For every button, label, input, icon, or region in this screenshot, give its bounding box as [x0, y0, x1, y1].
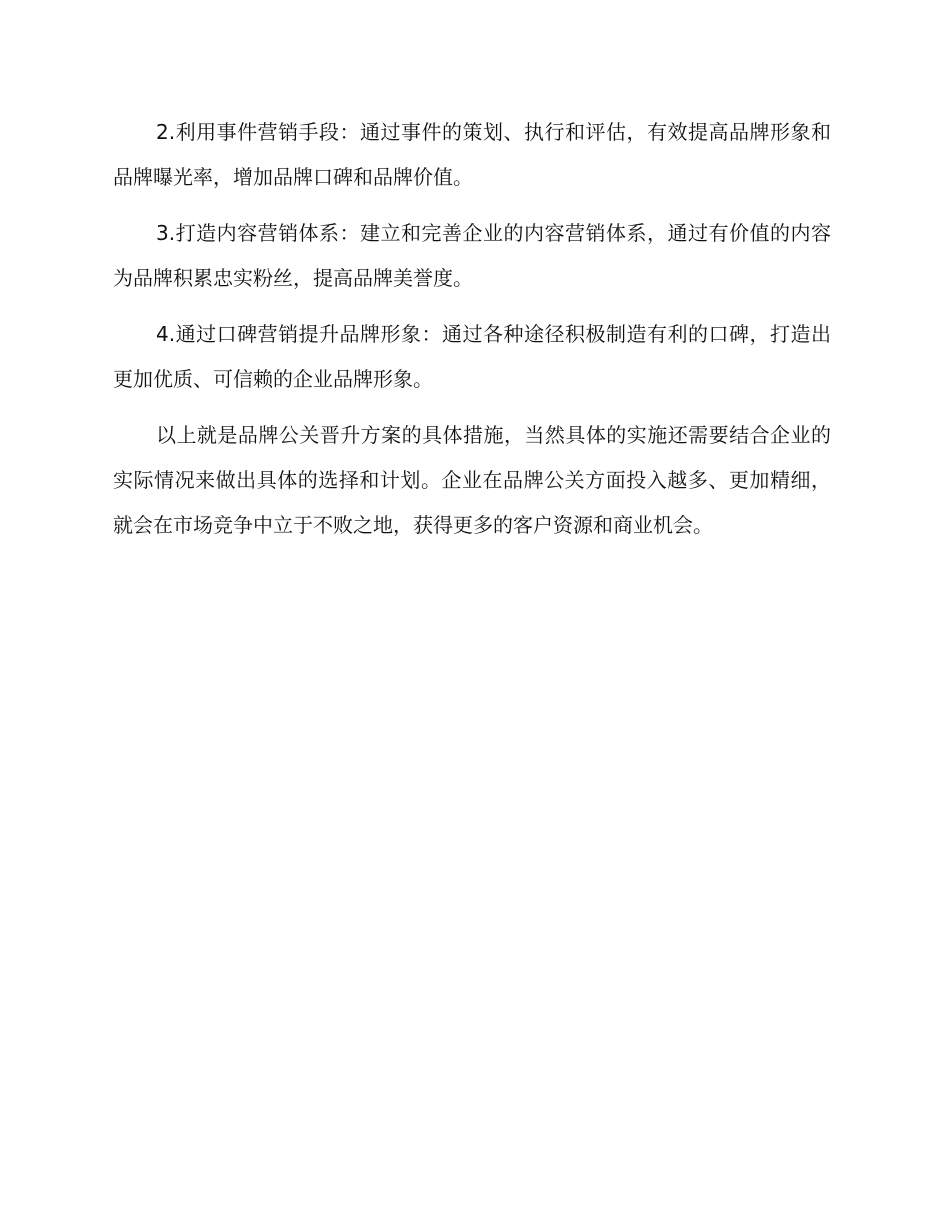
document-body: [113, 110, 831, 559]
paragraph-content-marketing: 3.打造内容营销体系：建立和完善企业的内容营销体系，通过有价值的内容为品牌积累忠实粉丝，提高品牌美誉度。: [113, 221, 831, 290]
paragraph-event-marketing: 2.利用事件营销手段：通过事件的策划、执行和评估，有效提高品牌形象和品牌曝光率，增加品牌口碑和品牌价值。: [113, 120, 831, 189]
paragraph-word-of-mouth: 4.通过口碑营销提升品牌形象：通过各种途径积极制造有利的口碑，打造出更加优质、可信赖的企业品牌形象。: [113, 322, 831, 391]
paragraph-conclusion: 以上就是品牌公关晋升方案的具体措施，当然具体的实施还需要结合企业的实际情况来做出具体的选择和计划。企业在品牌公关方面投入越多、更加精细，就会在市场竞争中立于不败之地，获得更多的客户资源和商业机会。: [113, 423, 831, 537]
